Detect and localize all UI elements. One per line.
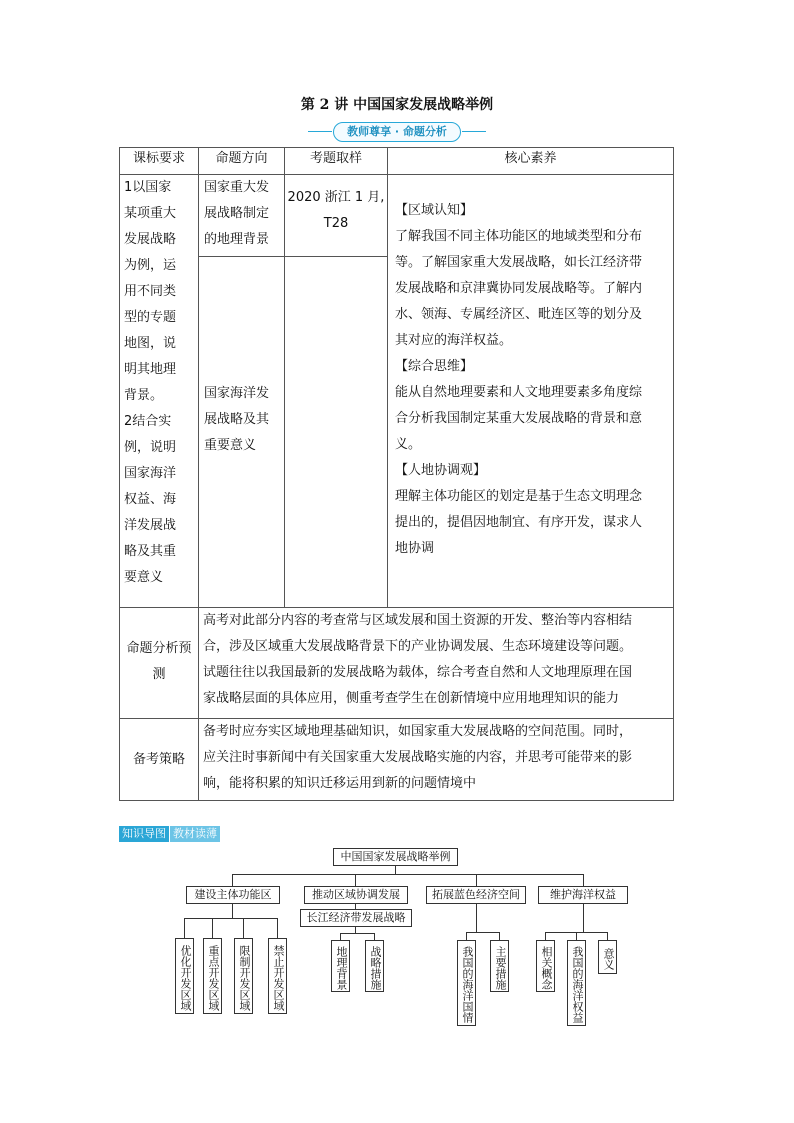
- branch-regional-coordination: 推动区域协调发展: [304, 886, 408, 904]
- direction-line: 的地理背景: [204, 232, 270, 247]
- leaf-optimize-zone: 优化开发区域: [175, 938, 194, 1014]
- tag-textbook-summary: 教材读薄: [170, 826, 220, 842]
- standards-line: 洋发展战: [124, 518, 177, 533]
- forecast-label-cell: [119, 607, 199, 719]
- leaf-ocean-conditions: 我国的海洋国情: [457, 940, 476, 1026]
- direction-cell-2: [198, 256, 285, 608]
- standards-line: 明其地理: [124, 362, 177, 377]
- strategy-line: 应关注时事新闻中有关国家重大发展战略实施的内容，并思考可能带来的影: [203, 750, 633, 765]
- literacy-line: 了解我国不同主体功能区的地域类型和分布: [395, 229, 643, 244]
- sample-cell-2: [284, 256, 388, 608]
- literacy-line: 【区域认知】: [395, 203, 474, 218]
- standards-line: 地图，说: [124, 336, 177, 351]
- course-standards-table: [119, 147, 674, 801]
- leaf-our-rights: 我国的海洋权益: [567, 940, 586, 1026]
- teacher-exclusive-badge: 教师尊享 · 命题分析: [333, 122, 461, 142]
- standards-line: 用不同类: [124, 284, 177, 299]
- strategy-label-cell: 备考策略: [119, 718, 199, 801]
- direction-line: 展战略及其: [204, 412, 270, 427]
- strategy-line: 备考时应夯实区域地理基础知识，如国家重大发展战略的空间范围。同时，: [203, 724, 633, 739]
- header-direction: 命题方向: [198, 147, 285, 175]
- literacy-line: 【人地协调观】: [395, 463, 487, 478]
- strategy-text-cell: [198, 718, 674, 801]
- header-standards: 课标要求: [119, 147, 199, 175]
- standards-line: 权益、海: [124, 492, 177, 507]
- leaf-key-zone: 重点开发区域: [203, 938, 222, 1014]
- literacy-line: 【综合思维】: [395, 359, 474, 374]
- literacy-line: 提出的，提倡因地制宜、有序开发，谋求人: [395, 515, 643, 530]
- standards-line: 背景。: [124, 388, 164, 403]
- leaf-geo-background: 地理背景: [331, 940, 350, 992]
- header-sample: 考题取样: [284, 147, 388, 175]
- standards-line: 2结合实: [124, 414, 172, 429]
- sample-line: T28: [323, 216, 349, 231]
- forecast-label-line: 测: [152, 667, 166, 682]
- standards-line: 1以国家: [124, 180, 172, 195]
- standards-line: 型的专题: [124, 310, 177, 325]
- direction-line: 国家重大发: [204, 180, 270, 195]
- forecast-line: 合，涉及区域重大发展战略背景下的产业协调发展、生态环境建设等问题。: [203, 639, 633, 654]
- direction-line: 国家海洋发: [204, 386, 270, 401]
- literacy-line: 地协调: [395, 541, 435, 556]
- leaf-significance: 意义: [598, 940, 617, 974]
- leaf-strategy-measures: 战略措施: [365, 940, 384, 992]
- sample-line: 2020 浙江 1 月,: [287, 190, 385, 205]
- strategy-line: 响，能将积累的知识迁移运用到新的问题情境中: [203, 776, 477, 791]
- standards-cell: [119, 174, 199, 608]
- literacy-line: 其对应的海洋权益。: [395, 333, 513, 348]
- literacy-line: 义。: [395, 437, 422, 452]
- forecast-line: 高考对此部分内容的考查常与区域发展和国土资源的开发、整治等内容相结: [203, 613, 633, 628]
- leaf-restrict-zone: 限制开发区域: [234, 938, 253, 1014]
- sample-cell-1: [284, 174, 388, 257]
- literacy-line: 理解主体功能区的划定是基于生态文明理念: [395, 489, 643, 504]
- forecast-label-line: 命题分析预: [126, 641, 192, 656]
- page-title: 第 2 讲 中国国家发展战略举例: [300, 97, 494, 113]
- forecast-text-cell: [198, 607, 674, 719]
- standards-line: 为例，运: [124, 258, 177, 273]
- standards-line: 要意义: [124, 570, 164, 585]
- branch-blue-economy: 拓展蓝色经济空间: [426, 886, 526, 904]
- direction-line: 展战略制定: [204, 206, 270, 221]
- direction-cell-1: [198, 174, 285, 257]
- forecast-line: 家战略层面的具体应用，侧重考查学生在创新情境中应用地理知识的能力: [203, 691, 620, 706]
- standards-line: 发展战略: [124, 232, 177, 247]
- literacy-line: 发展战略和京津冀协同发展战略等。了解内: [395, 281, 643, 296]
- section-tags: [119, 826, 220, 842]
- standards-line: 略及其重: [124, 544, 177, 559]
- sub-yangtze-strategy: 长江经济带发展战略: [300, 909, 412, 927]
- header-literacy: 核心素养: [387, 147, 674, 175]
- literacy-line: 等。了解国家重大发展战略，如长江经济带: [395, 255, 643, 270]
- literacy-line: 合分析我国制定某重大发展战略的背景和意: [395, 411, 643, 426]
- leaf-main-measures: 主要措施: [490, 940, 509, 992]
- tree-root: 中国国家发展战略举例: [333, 848, 458, 866]
- leaf-prohibit-zone: 禁止开发区域: [268, 938, 287, 1014]
- tag-knowledge-map: 知识导图: [119, 826, 169, 842]
- branch-function-zones: 建设主体功能区: [186, 886, 280, 904]
- branch-maritime-rights: 维护海洋权益: [538, 886, 628, 904]
- forecast-line: 试题往往以我国最新的发展战略为载体，综合考查自然和人文地理原理在国: [203, 665, 633, 680]
- literacy-line: 水、领海、专属经济区、毗连区等的划分及: [395, 307, 643, 322]
- literacy-cell: [387, 174, 674, 608]
- direction-line: 重要意义: [204, 438, 257, 453]
- standards-line: 国家海洋: [124, 466, 177, 481]
- standards-line: 例，说明: [124, 440, 177, 455]
- standards-line: 某项重大: [124, 206, 177, 221]
- literacy-line: 能从自然地理要素和人文地理要素多角度综: [395, 385, 643, 400]
- leaf-related-concepts: 相关概念: [536, 940, 555, 992]
